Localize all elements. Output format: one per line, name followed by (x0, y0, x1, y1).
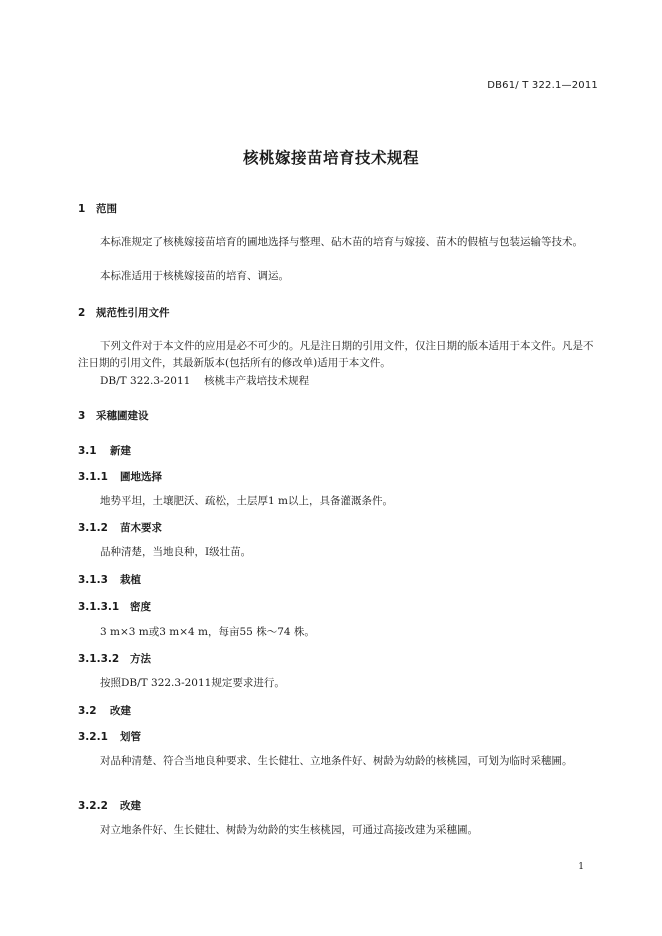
section-title: 采穗圃建设 (96, 410, 149, 422)
section-number: 3.2.1 (78, 731, 108, 743)
section-2-paragraph: 下列文件对于本文件的应用是必不可少的。凡是注日期的引用文件，仅注日期的版本适用于本文件。凡是不注日期的引用文件，其最新版本(包括所有的修改单)适用于本文件。 (78, 340, 594, 369)
section-number: 3.1 (78, 445, 97, 457)
section-3-1-1-heading (78, 469, 162, 484)
section-number: 1 (78, 203, 86, 215)
section-1-heading (78, 201, 117, 216)
section-number: 3.2.2 (78, 800, 108, 812)
section-3-1-3-1-paragraph: 3 m×3 m或3 m×4 m，每亩55 株～74 株。 (100, 626, 315, 638)
section-number: 3.2 (78, 705, 97, 717)
section-3-1-3-1-heading (78, 599, 151, 614)
section-number: 3.1.1 (78, 471, 108, 483)
section-number: 3.1.3.1 (78, 601, 120, 613)
section-title: 密度 (130, 601, 151, 613)
section-number: 3.1.3.2 (78, 653, 120, 665)
section-3-1-3-heading (78, 572, 141, 587)
section-title: 规范性引用文件 (96, 307, 170, 319)
section-3-2-2-paragraph: 对立地条件好、生长健壮、树龄为幼龄的实生核桃园，可通过高接改建为采穗圃。 (100, 824, 478, 836)
section-1-paragraph-1: 本标准规定了核桃嫁接苗培育的圃地选择与整理、砧木苗的培育与嫁接、苗木的假植与包装运输等技术。 (100, 236, 583, 248)
section-3-1-3-2-heading (78, 651, 151, 666)
section-title: 划管 (120, 731, 141, 743)
section-2-heading (78, 305, 170, 320)
section-3-2-1-paragraph: 对品种清楚、符合当地良种要求、生长健壮、立地条件好、树龄为幼龄的核桃园，可划为临时采穗圃。 (100, 755, 573, 767)
section-3-1-2-heading (78, 520, 162, 535)
section-3-1-1-paragraph: 地势平坦，土壤肥沃、疏松，土层厚1 m以上，具备灌溉条件。 (100, 495, 393, 507)
normative-reference: DB/T 322.3-2011 核桃丰产栽培技术规程 (100, 375, 310, 387)
standard-code: DB61/ T 322.1—2011 (487, 80, 598, 91)
document-title: 核桃嫁接苗培育技术规程 (242, 149, 419, 167)
section-3-2-heading (78, 703, 131, 718)
section-number: 2 (78, 307, 86, 319)
section-3-heading (78, 408, 149, 423)
section-3-2-1-heading (78, 729, 141, 744)
section-title: 范围 (96, 203, 117, 215)
section-3-1-2-paragraph: 品种清楚，当地良种，I级壮苗。 (100, 546, 252, 558)
section-number: 3.1.3 (78, 574, 108, 586)
section-title: 改建 (120, 800, 141, 812)
section-title: 栽植 (120, 574, 141, 586)
section-number: 3.1.2 (78, 522, 108, 534)
section-1-paragraph-2: 本标准适用于核桃嫁接苗的培育、调运。 (100, 270, 289, 282)
page-number: 1 (578, 862, 584, 872)
section-title: 圃地选择 (120, 471, 162, 483)
section-3-1-3-2-paragraph: 按照DB/T 322.3-2011规定要求进行。 (100, 677, 285, 689)
section-title: 苗木要求 (120, 522, 162, 534)
section-3-2-2-heading (78, 798, 141, 813)
section-title: 方法 (130, 653, 151, 665)
section-number: 3 (78, 410, 86, 422)
section-title: 改建 (110, 705, 131, 717)
section-title: 新建 (110, 445, 131, 457)
section-3-1-heading (78, 443, 131, 458)
